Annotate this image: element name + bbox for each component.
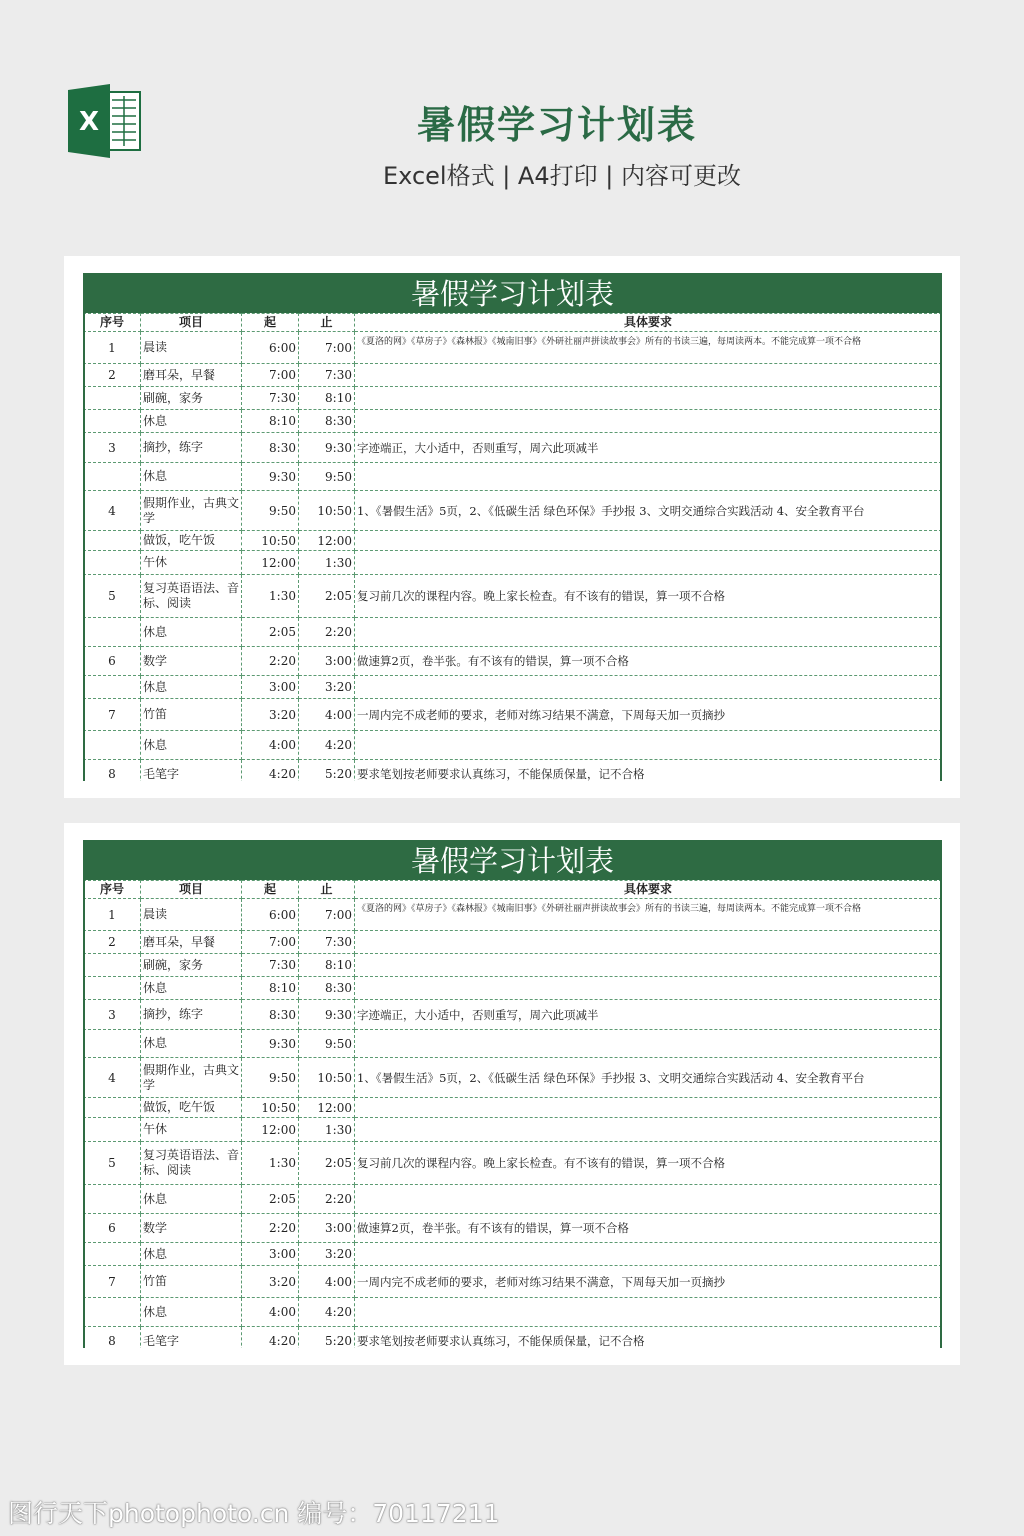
table-row — [84, 954, 942, 977]
table-row — [84, 1185, 942, 1214]
cell-start-time[interactable]: 7:30 — [242, 387, 299, 410]
cell-requirement[interactable]: 《夏洛的网》《草房子》《森林报》《城南旧事》《外研社丽声拼读故事会》所有的书读三遍，每周读两本。不能完成算一项不合格 — [355, 899, 942, 931]
cell-item[interactable]: 复习英语语法、音标、阅读 — [141, 1142, 242, 1185]
cell-number[interactable]: 6 — [84, 1214, 141, 1243]
cell-number[interactable] — [84, 618, 141, 647]
cell-requirement[interactable] — [355, 364, 942, 387]
cell-end-time[interactable]: 8:10 — [299, 387, 355, 410]
cell-item[interactable]: 数学 — [141, 647, 242, 676]
cell-end-time[interactable]: 2:20 — [299, 618, 355, 647]
cell-start-time[interactable]: 1:30 — [242, 575, 299, 618]
table-frame-right — [940, 840, 942, 1348]
cell-end-time[interactable]: 7:00 — [299, 332, 355, 364]
cell-start-time[interactable]: 2:05 — [242, 618, 299, 647]
cell-end-time[interactable]: 8:30 — [299, 410, 355, 433]
table-row — [84, 551, 942, 575]
cell-end-time[interactable]: 12:00 — [299, 1098, 355, 1118]
cell-number[interactable] — [84, 731, 141, 760]
cell-start-time[interactable]: 4:00 — [242, 731, 299, 760]
table-row — [84, 1058, 942, 1098]
cell-item[interactable]: 假期作业，古典文学 — [141, 491, 242, 531]
cell-end-time[interactable]: 9:30 — [299, 1000, 355, 1030]
cell-end-time[interactable]: 12:00 — [299, 531, 355, 551]
cell-item[interactable]: 做饭，吃午饭 — [141, 531, 242, 551]
cell-number[interactable]: 1 — [84, 899, 141, 931]
cell-number[interactable] — [84, 954, 141, 977]
page-title: 暑假学习计划表 — [416, 103, 697, 147]
plan-table — [83, 313, 942, 781]
cell-start-time[interactable]: 6:00 — [242, 899, 299, 931]
cell-requirement[interactable] — [355, 931, 942, 954]
cell-start-time[interactable]: 9:50 — [242, 1058, 299, 1098]
cell-end-time[interactable]: 9:50 — [299, 1030, 355, 1058]
cell-start-time[interactable]: 4:20 — [242, 760, 299, 782]
cell-end-time[interactable]: 3:00 — [299, 647, 355, 676]
table-row — [84, 647, 942, 676]
cell-start-time[interactable]: 7:00 — [242, 364, 299, 387]
cell-number[interactable] — [84, 410, 141, 433]
cell-start-time[interactable]: 2:20 — [242, 1214, 299, 1243]
cell-item[interactable]: 磨耳朵，早餐 — [141, 931, 242, 954]
cell-start-time[interactable]: 2:20 — [242, 647, 299, 676]
cell-end-time[interactable]: 1:30 — [299, 1118, 355, 1142]
cell-start-time[interactable]: 4:20 — [242, 1327, 299, 1349]
table-row — [84, 731, 942, 760]
cell-requirement[interactable] — [355, 463, 942, 491]
cell-end-time[interactable]: 4:00 — [299, 1266, 355, 1298]
cell-requirement[interactable] — [355, 531, 942, 551]
cell-item[interactable]: 竹笛 — [141, 1266, 242, 1298]
cell-end-time[interactable]: 2:05 — [299, 1142, 355, 1185]
cell-number[interactable] — [84, 387, 141, 410]
cell-requirement[interactable] — [355, 1298, 942, 1327]
table-row — [84, 410, 942, 433]
table-row — [84, 931, 942, 954]
cell-end-time[interactable]: 3:20 — [299, 676, 355, 699]
cell-requirement[interactable] — [355, 551, 942, 575]
spreadsheet-preview-1 — [64, 256, 960, 798]
cell-requirement[interactable] — [355, 1118, 942, 1142]
cell-end-time[interactable]: 4:00 — [299, 699, 355, 731]
cell-end-time[interactable]: 8:30 — [299, 977, 355, 1000]
table-row — [84, 977, 942, 1000]
watermark-text: 图行天下photophoto.cn 编号：70117211 — [8, 1499, 500, 1528]
cell-end-time[interactable]: 10:50 — [299, 491, 355, 531]
cell-number[interactable]: 3 — [84, 433, 141, 463]
col-header-end: 止 — [299, 314, 355, 332]
table-row — [84, 1214, 942, 1243]
cell-item[interactable]: 休息 — [141, 1185, 242, 1214]
cell-end-time[interactable]: 7:30 — [299, 364, 355, 387]
table-row — [84, 1098, 942, 1118]
cell-item[interactable]: 晨读 — [141, 332, 242, 364]
table-row — [84, 699, 942, 731]
table-frame-left — [83, 273, 85, 781]
cell-start-time[interactable]: 4:00 — [242, 1298, 299, 1327]
cell-requirement[interactable]: 《夏洛的网》《草房子》《森林报》《城南旧事》《外研社丽声拼读故事会》所有的书读三遍，每周读两本。不能完成算一项不合格 — [355, 332, 942, 364]
cell-item[interactable]: 磨耳朵，早餐 — [141, 364, 242, 387]
cell-item[interactable]: 毛笔字 — [141, 1327, 242, 1349]
cell-item[interactable]: 摘抄，练字 — [141, 1000, 242, 1030]
table-row — [84, 531, 942, 551]
cell-start-time[interactable]: 9:30 — [242, 463, 299, 491]
cell-requirement[interactable]: 做速算2页，卷半张。有不该有的错误，算一项不合格 — [355, 1214, 942, 1243]
cell-number[interactable]: 4 — [84, 491, 141, 531]
cell-number[interactable]: 5 — [84, 1142, 141, 1185]
col-header-no: 序号 — [84, 881, 141, 899]
cell-requirement[interactable]: 要求笔划按老师要求认真练习，不能保质保量，记不合格 — [355, 1327, 942, 1349]
table-row — [84, 760, 942, 782]
cell-number[interactable] — [84, 1118, 141, 1142]
table-header-row — [84, 881, 942, 899]
cell-requirement[interactable]: 字迹端正，大小适中，否则重写，周六此项减半 — [355, 433, 942, 463]
cell-requirement[interactable] — [355, 1030, 942, 1058]
cell-requirement[interactable]: 复习前几次的课程内容。晚上家长检查。有不该有的错误，算一项不合格 — [355, 575, 942, 618]
table-row — [84, 1298, 942, 1327]
col-header-item: 项目 — [141, 314, 242, 332]
cell-number[interactable]: 4 — [84, 1058, 141, 1098]
cell-requirement[interactable]: 一周内完不成老师的要求，老师对练习结果不满意，下周每天加一页摘抄 — [355, 699, 942, 731]
cell-number[interactable] — [84, 977, 141, 1000]
cell-requirement[interactable]: 要求笔划按老师要求认真练习，不能保质保量，记不合格 — [355, 760, 942, 782]
sheet-banner-title: 暑假学习计划表 — [83, 273, 942, 313]
cell-requirement[interactable] — [355, 1243, 942, 1266]
cell-requirement[interactable]: 1、《暑假生活》5页，2、《低碳生活 绿色环保》手抄报 3、文明交通综合实践活动 4、安全教育平台 — [355, 1058, 942, 1098]
cell-end-time[interactable]: 5:20 — [299, 760, 355, 782]
cell-number[interactable]: 6 — [84, 647, 141, 676]
cell-end-time[interactable]: 7:30 — [299, 931, 355, 954]
col-header-start: 起 — [242, 314, 299, 332]
cell-requirement[interactable] — [355, 387, 942, 410]
cell-end-time[interactable]: 3:20 — [299, 1243, 355, 1266]
cell-number[interactable]: 2 — [84, 364, 141, 387]
table-row — [84, 332, 942, 364]
cell-start-time[interactable]: 3:20 — [242, 1266, 299, 1298]
table-row — [84, 491, 942, 531]
cell-end-time[interactable]: 4:20 — [299, 731, 355, 760]
cell-number[interactable]: 3 — [84, 1000, 141, 1030]
cell-start-time[interactable]: 3:00 — [242, 676, 299, 699]
cell-start-time[interactable]: 8:10 — [242, 977, 299, 1000]
cell-number[interactable]: 5 — [84, 575, 141, 618]
cell-number[interactable] — [84, 1185, 141, 1214]
cell-start-time[interactable]: 12:00 — [242, 1118, 299, 1142]
table-row — [84, 433, 942, 463]
cell-number[interactable] — [84, 1098, 141, 1118]
cell-requirement[interactable]: 复习前几次的课程内容。晚上家长检查。有不该有的错误，算一项不合格 — [355, 1142, 942, 1185]
cell-start-time[interactable]: 8:30 — [242, 433, 299, 463]
cell-requirement[interactable] — [355, 1098, 942, 1118]
cell-end-time[interactable]: 3:00 — [299, 1214, 355, 1243]
cell-start-time[interactable]: 6:00 — [242, 332, 299, 364]
cell-start-time[interactable]: 3:00 — [242, 1243, 299, 1266]
table-row — [84, 575, 942, 618]
cell-start-time[interactable]: 7:00 — [242, 931, 299, 954]
cell-requirement[interactable]: 字迹端正，大小适中，否则重写，周六此项减半 — [355, 1000, 942, 1030]
page-subtitle: Excel格式 | A4打印 | 内容可更改 — [383, 162, 741, 190]
cell-number[interactable]: 2 — [84, 931, 141, 954]
cell-number[interactable]: 1 — [84, 332, 141, 364]
cell-start-time[interactable]: 12:00 — [242, 551, 299, 575]
table-row — [84, 364, 942, 387]
cell-item[interactable]: 休息 — [141, 977, 242, 1000]
cell-number[interactable] — [84, 531, 141, 551]
cell-end-time[interactable]: 9:50 — [299, 463, 355, 491]
cell-start-time[interactable]: 8:30 — [242, 1000, 299, 1030]
cell-requirement[interactable] — [355, 977, 942, 1000]
table-row — [84, 387, 942, 410]
cell-end-time[interactable]: 8:10 — [299, 954, 355, 977]
cell-number[interactable]: 7 — [84, 699, 141, 731]
page-header — [0, 0, 1024, 230]
table-row — [84, 618, 942, 647]
cell-item[interactable]: 休息 — [141, 731, 242, 760]
cell-end-time[interactable]: 10:50 — [299, 1058, 355, 1098]
col-header-end: 止 — [299, 881, 355, 899]
cell-start-time[interactable]: 9:30 — [242, 1030, 299, 1058]
cell-end-time[interactable]: 2:05 — [299, 575, 355, 618]
cell-number[interactable]: 7 — [84, 1266, 141, 1298]
cell-item[interactable]: 刷碗，家务 — [141, 387, 242, 410]
spreadsheet-preview-2 — [64, 823, 960, 1365]
cell-requirement[interactable] — [355, 731, 942, 760]
cell-item[interactable]: 休息 — [141, 676, 242, 699]
cell-start-time[interactable]: 10:50 — [242, 531, 299, 551]
cell-number[interactable] — [84, 1243, 141, 1266]
table-body — [84, 332, 942, 782]
plan-table — [83, 880, 942, 1348]
cell-start-time[interactable]: 1:30 — [242, 1142, 299, 1185]
cell-item[interactable]: 刷碗，家务 — [141, 954, 242, 977]
cell-requirement[interactable]: 一周内完不成老师的要求，老师对练习结果不满意，下周每天加一页摘抄 — [355, 1266, 942, 1298]
table-row — [84, 676, 942, 699]
cell-item[interactable]: 午休 — [141, 1118, 242, 1142]
cell-item[interactable]: 毛笔字 — [141, 760, 242, 782]
table-row — [84, 1000, 942, 1030]
cell-item[interactable]: 休息 — [141, 618, 242, 647]
cell-number[interactable] — [84, 1298, 141, 1327]
table-row — [84, 1118, 942, 1142]
cell-item[interactable]: 复习英语语法、音标、阅读 — [141, 575, 242, 618]
cell-requirement[interactable] — [355, 410, 942, 433]
excel-logo-letter: X — [78, 107, 100, 137]
cell-item[interactable]: 竹笛 — [141, 699, 242, 731]
table-row — [84, 1266, 942, 1298]
cell-item[interactable]: 休息 — [141, 463, 242, 491]
cell-item[interactable]: 摘抄，练字 — [141, 433, 242, 463]
sheet-banner-title: 暑假学习计划表 — [83, 840, 942, 880]
table-row — [84, 1030, 942, 1058]
col-header-item: 项目 — [141, 881, 242, 899]
cell-item[interactable]: 休息 — [141, 410, 242, 433]
cell-item[interactable]: 午休 — [141, 551, 242, 575]
col-header-start: 起 — [242, 881, 299, 899]
cell-start-time[interactable]: 8:10 — [242, 410, 299, 433]
table-row — [84, 1142, 942, 1185]
table-row — [84, 1243, 942, 1266]
cell-requirement[interactable]: 1、《暑假生活》5页，2、《低碳生活 绿色环保》手抄报 3、文明交通综合实践活动 4、安全教育平台 — [355, 491, 942, 531]
cell-requirement[interactable] — [355, 1185, 942, 1214]
cell-requirement[interactable] — [355, 954, 942, 977]
table-frame-right — [940, 273, 942, 781]
cell-number[interactable] — [84, 551, 141, 575]
cell-item[interactable]: 休息 — [141, 1298, 242, 1327]
cell-end-time[interactable]: 5:20 — [299, 1327, 355, 1349]
cell-item[interactable]: 做饭，吃午饭 — [141, 1098, 242, 1118]
cell-number[interactable]: 8 — [84, 760, 141, 782]
col-header-requirement: 具体要求 — [355, 314, 942, 332]
table-row — [84, 899, 942, 931]
cell-item[interactable]: 休息 — [141, 1030, 242, 1058]
cell-item[interactable]: 数学 — [141, 1214, 242, 1243]
cell-end-time[interactable]: 4:20 — [299, 1298, 355, 1327]
cell-start-time[interactable]: 3:20 — [242, 699, 299, 731]
table-row — [84, 463, 942, 491]
col-header-no: 序号 — [84, 314, 141, 332]
cell-start-time[interactable]: 9:50 — [242, 491, 299, 531]
table-row — [84, 1327, 942, 1349]
cell-end-time[interactable]: 2:20 — [299, 1185, 355, 1214]
cell-start-time[interactable]: 2:05 — [242, 1185, 299, 1214]
table-header-row — [84, 314, 942, 332]
cell-number[interactable] — [84, 1030, 141, 1058]
cell-requirement[interactable] — [355, 618, 942, 647]
cell-item[interactable]: 晨读 — [141, 899, 242, 931]
cell-item[interactable]: 休息 — [141, 1243, 242, 1266]
cell-start-time[interactable]: 10:50 — [242, 1098, 299, 1118]
cell-number[interactable] — [84, 463, 141, 491]
cell-start-time[interactable]: 7:30 — [242, 954, 299, 977]
cell-number[interactable] — [84, 676, 141, 699]
cell-end-time[interactable]: 7:00 — [299, 899, 355, 931]
cell-end-time[interactable]: 1:30 — [299, 551, 355, 575]
table-frame-left — [83, 840, 85, 1348]
table-body — [84, 899, 942, 1349]
cell-number[interactable]: 8 — [84, 1327, 141, 1349]
cell-requirement[interactable]: 做速算2页，卷半张。有不该有的错误，算一项不合格 — [355, 647, 942, 676]
cell-end-time[interactable]: 9:30 — [299, 433, 355, 463]
cell-requirement[interactable] — [355, 676, 942, 699]
cell-item[interactable]: 假期作业，古典文学 — [141, 1058, 242, 1098]
col-header-requirement: 具体要求 — [355, 881, 942, 899]
